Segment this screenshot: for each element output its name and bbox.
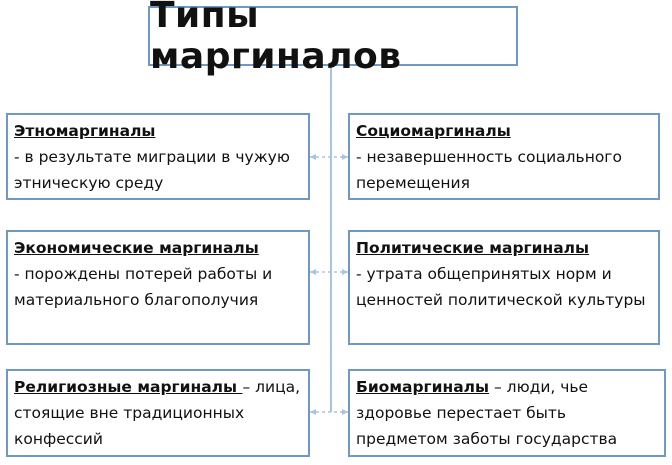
description-economic-marginals: - порождены потерей работы и материального благополучия [14,265,273,309]
description-biomarginals: люди, чье здоровье перестает быть предметом заботы государства [356,378,618,448]
diagram-title: Типы маргиналов [150,0,402,77]
box-political-marginals [348,230,660,345]
row-2-connectors [310,269,348,275]
box-economic-marginals [6,230,310,345]
separator-biomarginals: – [489,378,507,396]
box-biomarginals [348,369,666,457]
row-3-connectors [310,409,348,415]
box-ethnomarginals [6,113,310,200]
heading-sociomarginals: Социомаргиналы [356,122,511,140]
heading-ethnomarginals: Этномаргиналы [14,122,156,140]
heading-economic-marginals: Экономические маргиналы [14,239,259,257]
description-sociomarginals: - незавершенность социального перемещения [356,148,622,192]
heading-political-marginals: Политические маргиналы [356,239,590,257]
box-religious-marginals [6,369,310,457]
description-religious-marginals: лица, стоящие вне традиционных конфессий [14,378,301,448]
separator-religious-marginals: – [242,378,251,396]
heading-religious-marginals: Религиозные маргиналы [14,378,243,396]
box-sociomarginals [348,113,660,200]
row-1-connectors [310,154,348,160]
description-ethnomarginals: - в результате миграции в чужую этническую среду [14,148,290,192]
title-box [148,0,518,77]
heading-biomarginals: Биомаргиналы [356,378,490,396]
description-political-marginals: - утрата общепринятых норм и ценностей политической культуры [356,265,646,309]
